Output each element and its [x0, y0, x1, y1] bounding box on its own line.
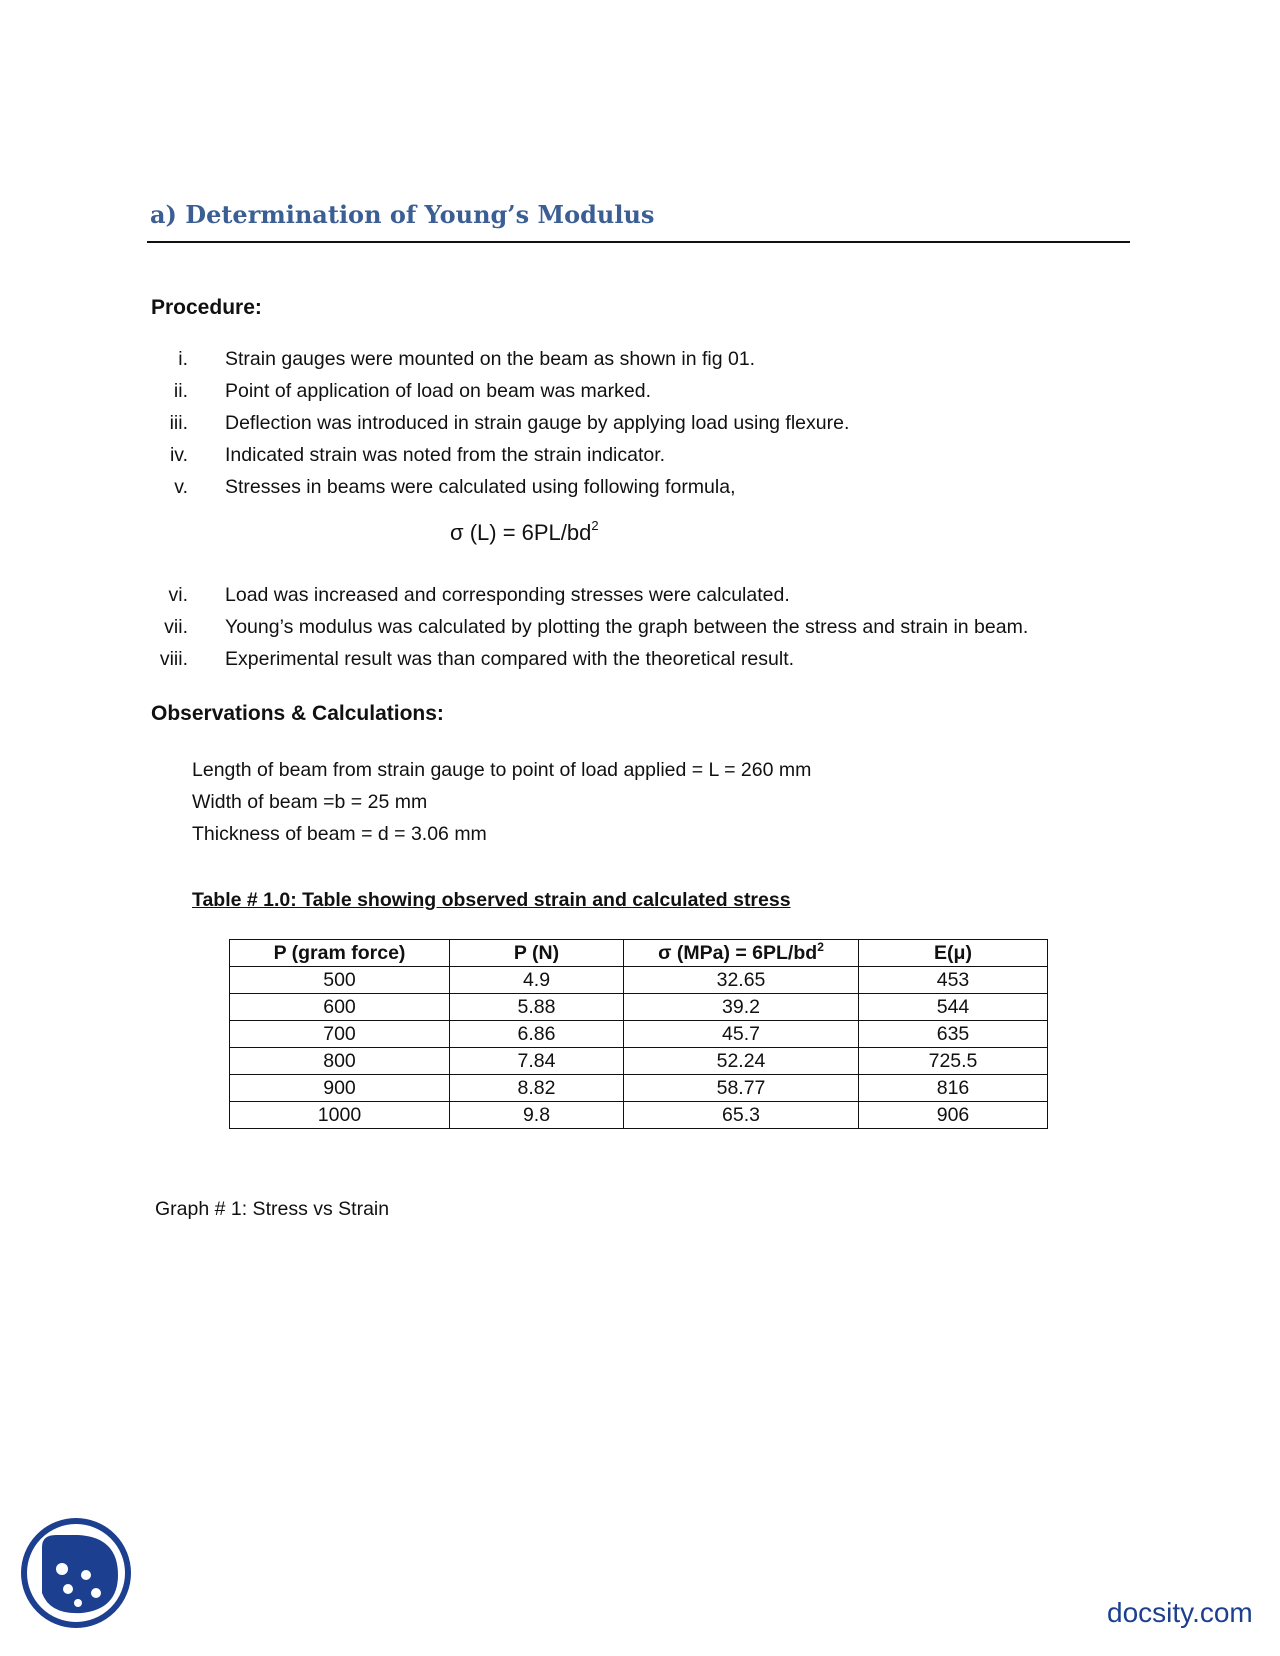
formula-base: σ (L) = 6PL/bd	[450, 520, 592, 545]
table-cell: 800	[230, 1048, 450, 1075]
list-item-number: vii.	[164, 616, 188, 638]
list-item	[150, 584, 1150, 614]
table-cell: 906	[859, 1102, 1048, 1129]
docsity-brand-link[interactable]: docsity.com	[1107, 1597, 1253, 1628]
procedure-title: Procedure:	[151, 296, 262, 319]
list-item-number: ii.	[173, 380, 188, 402]
list-item-number: vi.	[168, 584, 188, 606]
table-cell: 7.84	[450, 1048, 624, 1075]
list-item-number: iv.	[169, 444, 188, 466]
list-item	[150, 380, 1150, 410]
table-cell: 700	[230, 1021, 450, 1048]
header-load-gram-force: P (gram force)	[230, 940, 450, 967]
list-item-text: Strain gauges were mounted on the beam as shown in fig 01.	[225, 348, 756, 370]
section-heading: a) Determination of Young’s Modulus	[150, 200, 655, 229]
list-item-text: Young’s modulus was calculated by plotting the graph between the stress and strain in beam.	[225, 616, 1029, 638]
strain-stress-table	[229, 939, 1048, 1129]
table-row	[230, 1075, 1048, 1102]
graph-caption: Graph # 1: Stress vs Strain	[155, 1198, 390, 1220]
observation-line-width: Width of beam =b = 25 mm	[192, 791, 428, 813]
list-item-number: viii.	[159, 648, 188, 670]
list-item	[150, 412, 1150, 442]
table-header-row	[230, 940, 1048, 967]
observation-line-length: Length of beam from strain gauge to point of load applied = L = 260 mm	[192, 759, 812, 781]
list-item	[150, 648, 1150, 678]
table-cell: 725.5	[859, 1048, 1048, 1075]
table-cell: 39.2	[624, 994, 859, 1021]
list-item-text: Load was increased and corresponding stresses were calculated.	[225, 584, 790, 606]
table-cell: 5.88	[450, 994, 624, 1021]
docsity-logo-icon[interactable]	[20, 1517, 132, 1629]
table-caption: Table # 1.0: Table showing observed strain and calculated stress	[192, 889, 791, 911]
table-cell: 65.3	[624, 1102, 859, 1129]
list-item-text: Deflection was introduced in strain gauge by applying load using flexure.	[225, 412, 850, 434]
table-cell: 8.82	[450, 1075, 624, 1102]
list-item	[150, 444, 1150, 474]
list-item-text: Point of application of load on beam was marked.	[225, 380, 652, 402]
list-item	[150, 476, 1150, 506]
list-item-text: Experimental result was than compared with the theoretical result.	[225, 648, 795, 670]
table-cell: 453	[859, 967, 1048, 994]
list-item	[150, 616, 1150, 646]
table-cell: 1000	[230, 1102, 450, 1129]
table-cell: 900	[230, 1075, 450, 1102]
table-cell: 544	[859, 994, 1048, 1021]
header-stress: σ $(MPa) = 6PL/bd^2$	[624, 940, 859, 967]
list-item-number: i.	[178, 348, 188, 370]
table-row	[230, 1048, 1048, 1075]
table-row	[230, 967, 1048, 994]
table-cell: 635	[859, 1021, 1048, 1048]
stress-formula	[450, 518, 599, 546]
table-cell: 4.9	[450, 967, 624, 994]
table-cell: 45.7	[624, 1021, 859, 1048]
table-cell: 816	[859, 1075, 1048, 1102]
observations-title: Observations & Calculations:	[151, 702, 444, 725]
table-cell: 6.86	[450, 1021, 624, 1048]
list-item-text: Indicated strain was noted from the strain indicator.	[225, 444, 666, 466]
table-cell: 52.24	[624, 1048, 859, 1075]
list-item-number: v.	[174, 476, 188, 498]
table-cell: 9.8	[450, 1102, 624, 1129]
formula-exponent: 2	[591, 518, 599, 533]
header-load-newton: P (N)	[450, 940, 624, 967]
table-row	[230, 994, 1048, 1021]
table-cell: 32.65	[624, 967, 859, 994]
table-cell: 600	[230, 994, 450, 1021]
table-cell: 58.77	[624, 1075, 859, 1102]
heading-divider	[147, 241, 1130, 243]
list-item-number: iii.	[169, 412, 188, 434]
table-row	[230, 1102, 1048, 1129]
observation-line-thickness: Thickness of beam = d = 3.06 mm	[192, 823, 487, 845]
table-cell: 500	[230, 967, 450, 994]
list-item	[150, 348, 1150, 378]
list-item-text: Stresses in beams were calculated using following formula,	[225, 476, 736, 498]
header-strain: E(μ)	[859, 940, 1048, 967]
table-row	[230, 1021, 1048, 1048]
